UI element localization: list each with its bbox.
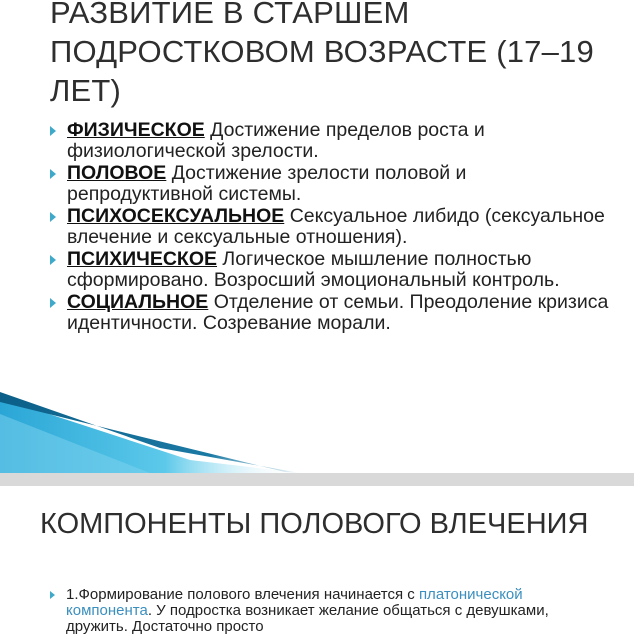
bullet-arrow-icon	[50, 255, 56, 265]
list-item	[50, 163, 610, 204]
bullet-list	[50, 587, 590, 634]
decorative-swoosh	[0, 390, 300, 473]
bullet-arrow-icon	[50, 126, 56, 136]
bullet-list	[50, 120, 610, 335]
bullet-arrow-icon	[50, 591, 55, 599]
item-link: платонической компонента	[66, 586, 523, 619]
bullet-arrow-icon	[50, 169, 56, 179]
item-term: ПОЛОВОЕ	[67, 162, 167, 184]
item-text: Отделение от семьи. Преодоление кризиса идентичности. Созревание морали.	[67, 291, 609, 334]
list-item	[50, 206, 610, 247]
item-term: ФИЗИЧЕСКОЕ	[67, 119, 205, 141]
list-item	[50, 120, 610, 161]
slide-components	[0, 486, 634, 634]
list-item	[50, 292, 610, 333]
item-lead: 1.Формирование полового влечения начинается с	[66, 586, 419, 603]
list-item	[50, 587, 590, 634]
slide-title: РАЗВИТИЕ В СТАРШЕМ ПОДРОСТКОВОМ ВОЗРАСТЕ (17–19 ЛЕТ)	[50, 0, 594, 108]
bullet-arrow-icon	[50, 212, 56, 222]
item-term: ПСИХОСЕКСУАЛЬНОЕ	[67, 205, 285, 227]
bullet-arrow-icon	[50, 298, 56, 308]
item-text: Сексуальное либидо (сексуальное влечение и сексуальные отношения).	[67, 205, 605, 248]
item-text: Достижение зрелости половой и репродуктивной системы.	[67, 162, 467, 205]
item-text: Достижение пределов роста и физиологической зрелости.	[67, 119, 485, 162]
item-term: СОЦИАЛЬНОЕ	[67, 291, 209, 313]
item-tail: . У подростка возникает желание общаться с девушками, дружить. Достаточно просто	[66, 602, 549, 634]
slide-title: КОМПОНЕНТЫ ПОЛОВОГО ВЛЕЧЕНИЯ	[40, 508, 589, 540]
item-text: Логическое мышление полностью сформировано. Возросший эмоциональный контроль.	[67, 248, 560, 291]
item-term: ПСИХИЧЕСКОЕ	[67, 248, 218, 270]
list-item	[50, 249, 610, 290]
